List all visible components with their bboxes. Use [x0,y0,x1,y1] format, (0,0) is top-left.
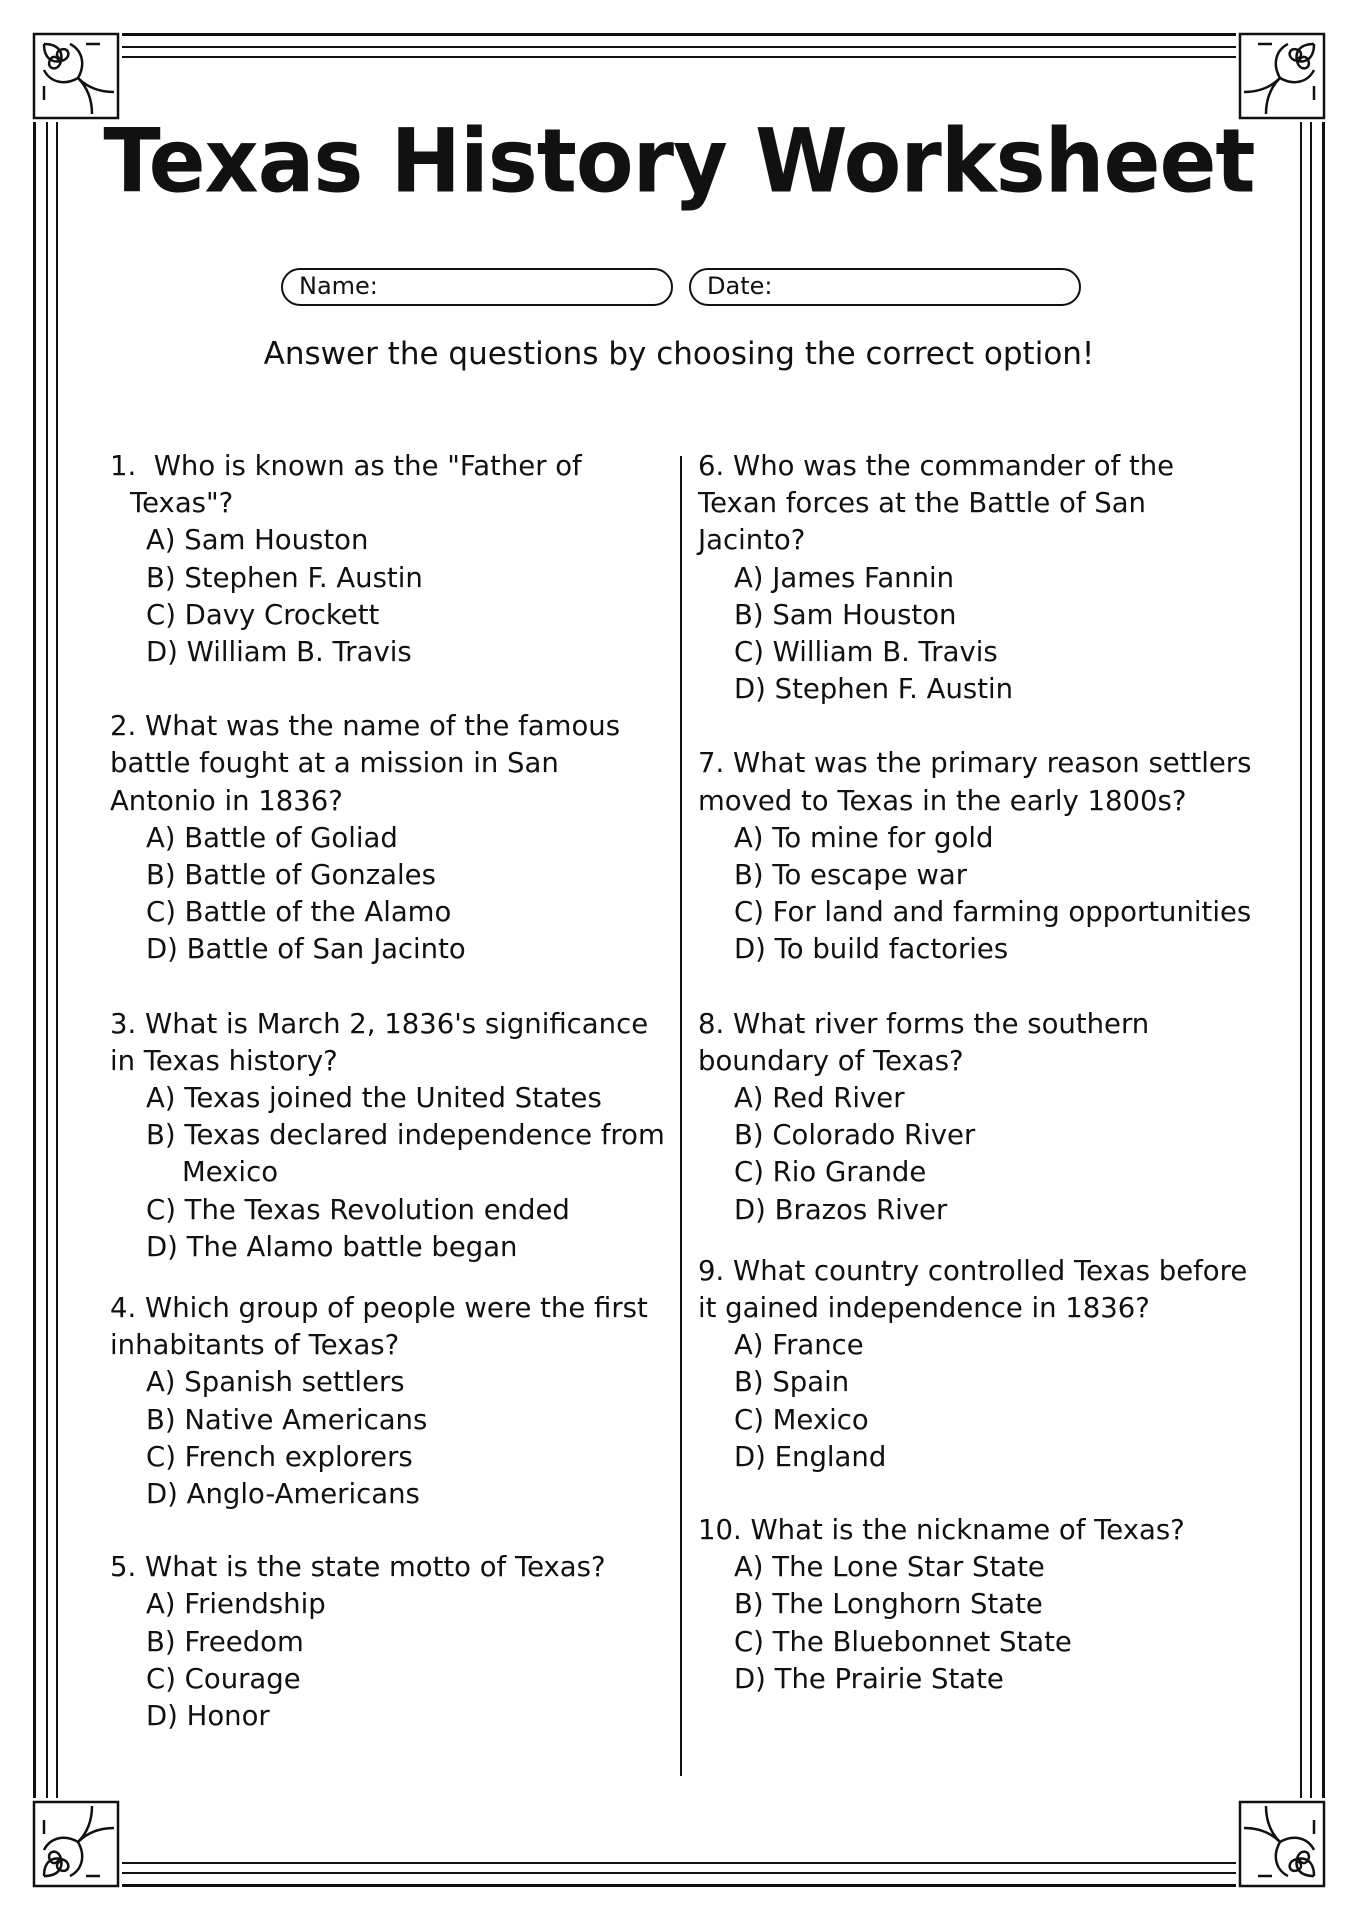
answer-option[interactable]: A) Sam Houston [146,524,369,557]
answer-option[interactable]: A) France [734,1329,864,1362]
answer-option[interactable]: B) Freedom [146,1625,304,1658]
answer-option[interactable]: C) Rio Grande [734,1156,927,1189]
question-9 [698,1253,1258,1476]
answer-option[interactable]: C) Courage [146,1662,301,1695]
question-text: 5. What is the state motto of Texas? [110,1551,606,1584]
answer-option[interactable]: D) Stephen F. Austin [734,673,1014,706]
question-text: 7. What was the primary reason settlers moved to Texas in the early 1800s? [698,747,1252,817]
answer-option[interactable]: A) Spanish settlers [146,1366,405,1399]
answer-option[interactable]: D) Brazos River [734,1193,948,1226]
answer-option[interactable]: A) Battle of Goliad [146,821,398,854]
answer-option[interactable]: B) The Longhorn State [734,1588,1043,1621]
answer-option[interactable]: A) Friendship [146,1588,326,1621]
answer-option[interactable]: D) The Alamo battle began [146,1230,518,1263]
question-text: 3. What is March 2, 1836's significance in Texas history? [110,1007,649,1077]
answer-option[interactable]: C) William B. Travis [734,636,998,669]
question-7 [698,745,1258,968]
answer-option[interactable]: B) Spain [734,1366,850,1399]
answer-option[interactable]: B) To escape war [734,859,968,892]
question-text: 1. Who is known as the "Father of Texas"? [110,450,582,520]
answer-option[interactable]: B) Stephen F. Austin [146,561,423,594]
date-label: Date: [707,272,773,300]
answer-option[interactable]: C) French explorers [146,1440,413,1473]
corner-ornament-icon [1236,30,1328,122]
corner-ornament-icon [1236,1798,1328,1890]
answer-option[interactable]: C) For land and farming opportunities [734,896,1252,929]
question-text: 6. Who was the commander of the Texan forces at the Battle of San Jacinto? [698,450,1175,557]
corner-ornament-icon [30,1798,122,1890]
answer-option[interactable]: B) Texas declared independence from Mexico [146,1119,665,1189]
answer-option[interactable]: A) The Lone Star State [734,1551,1045,1584]
answer-option[interactable]: A) Red River [734,1082,905,1115]
name-label: Name: [299,272,378,300]
answer-option[interactable]: B) Battle of Gonzales [146,859,436,892]
answer-option[interactable]: B) Colorado River [734,1119,976,1152]
questions-column-left [110,448,670,1735]
question-4 [110,1290,670,1513]
corner-ornament-icon [30,30,122,122]
instructions: Answer the questions by choosing the correct option! [263,336,1095,372]
question-text: 10. What is the nickname of Texas? [698,1514,1185,1547]
question-text: 9. What country controlled Texas before it gained independence in 1836? [698,1254,1248,1325]
column-divider [680,456,682,1776]
answer-option[interactable]: C) The Texas Revolution ended [146,1193,570,1226]
answer-option[interactable]: C) Battle of the Alamo [146,896,452,929]
question-3 [110,1006,670,1266]
answer-option[interactable]: C) The Bluebonnet State [734,1625,1072,1658]
answer-option[interactable]: D) Honor [146,1700,270,1733]
answer-option[interactable]: D) England [734,1440,887,1473]
question-text: 4. Which group of people were the first inhabitants of Texas? [110,1292,648,1362]
name-field[interactable] [281,268,673,306]
answer-option[interactable]: D) Battle of San Jacinto [146,933,466,966]
answer-option[interactable]: B) Native Americans [146,1403,428,1436]
answer-option[interactable]: D) William B. Travis [146,636,412,669]
answer-option[interactable]: D) Anglo-Americans [146,1478,420,1511]
answer-option[interactable]: A) To mine for gold [734,821,994,854]
answer-option[interactable]: A) Texas joined the United States [146,1082,602,1115]
question-10 [698,1512,1258,1698]
question-5 [110,1549,670,1735]
question-1 [110,448,670,671]
answer-option[interactable]: A) James Fannin [734,561,955,594]
question-8 [698,1006,1258,1229]
questions-column-right [698,448,1258,1698]
answer-option[interactable]: D) The Prairie State [734,1662,1004,1695]
question-6 [698,448,1258,708]
question-text: 8. What river forms the southern boundary of Texas? [698,1007,1150,1077]
answer-option[interactable]: C) Mexico [734,1403,869,1436]
question-2 [110,708,670,968]
answer-option[interactable]: B) Sam Houston [734,598,957,631]
question-text: 2. What was the name of the famous battle fought at a mission in San Antonio in 1836? [110,710,621,817]
answer-option[interactable]: D) To build factories [734,933,1009,966]
date-field[interactable] [689,268,1081,306]
page-title: Texas History Worksheet [103,109,1255,213]
answer-option[interactable]: C) Davy Crockett [146,598,380,631]
